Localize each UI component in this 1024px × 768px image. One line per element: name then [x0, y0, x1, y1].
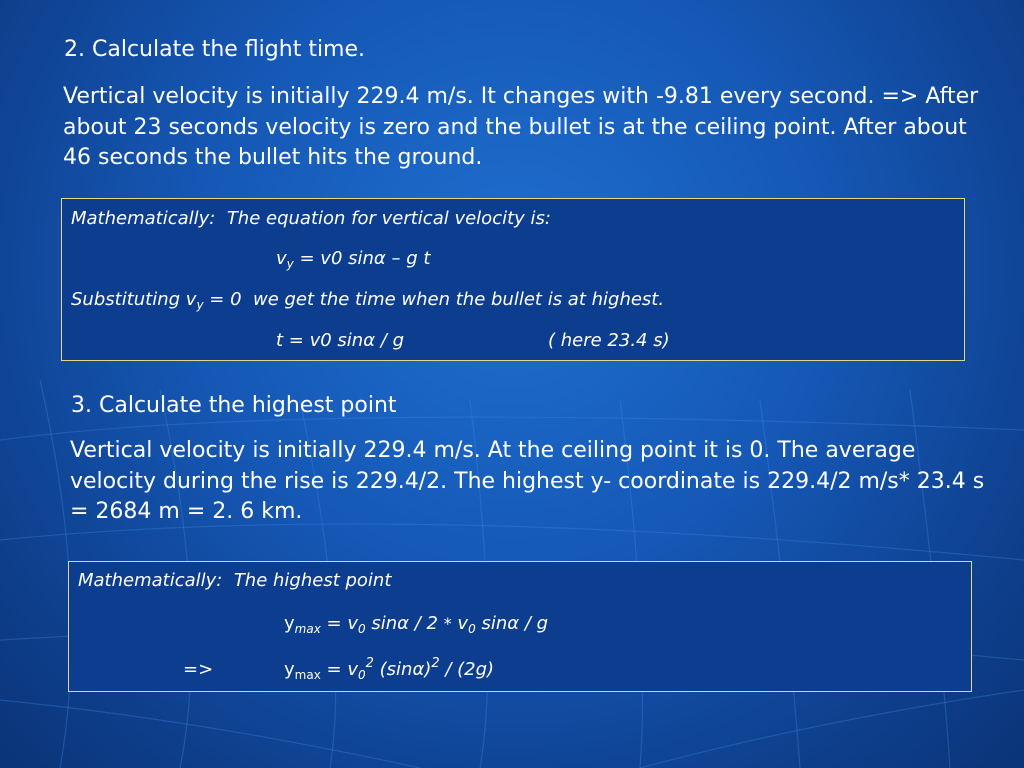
eq2-v-sub: 0 — [358, 668, 366, 682]
box1-line2-rest: = v0 sinα – g t — [293, 248, 431, 269]
eq1-v0a: v — [347, 613, 358, 634]
box1-line1: Mathematically: The equation for vertical velocity is: — [71, 208, 551, 229]
box1-line2 — [276, 248, 430, 269]
eq2-v-sup: 2 — [365, 656, 374, 671]
eq1-y: y — [284, 613, 295, 634]
box1-v: v — [276, 248, 287, 269]
eq1-star: * — [443, 614, 452, 633]
eq2-end: / (2g) — [439, 659, 495, 680]
box2-equation1 — [284, 613, 548, 634]
box1-line3-sub: y — [196, 298, 204, 312]
eq1-equals: = — [320, 613, 348, 634]
section2-body: Vertical velocity is initially 229.4 m/s. It changes with -9.81 every second. => After about 23 seconds velocity is zero and the bullet is at the ceiling point. After about 46 seconds the bullet hits the ground. — [63, 84, 979, 170]
box1-line4-note: ( here 23.4 s) — [548, 330, 670, 351]
eq1-y-sub: max — [294, 622, 321, 636]
eq2-y-sub: max — [294, 668, 321, 682]
equation-box-highest-point — [68, 561, 972, 692]
eq2-paren: (sinα) — [373, 659, 432, 680]
section2-heading: 2. Calculate the flight time. — [64, 37, 366, 62]
eq1-v0b-sub: 0 — [468, 622, 476, 636]
box2-line1: Mathematically: The highest point — [78, 570, 392, 591]
section3-heading: 3. Calculate the highest point — [71, 393, 397, 418]
section3-body: Vertical velocity is initially 229.4 m/s. At the ceiling point it is 0. The average velocity during the rise is 229.4/2. The highest y- coordinate is 229.4/2 m/s* 23.4 s = 2684 m = 2. 6 km. — [70, 438, 985, 524]
box2-equation2-body — [284, 656, 495, 682]
eq1-mid: sinα / 2 — [365, 613, 444, 634]
box1-line3-rest: = 0 we get the time when the bullet is at highest. — [203, 289, 665, 310]
eq2-y: y — [284, 659, 295, 680]
box1-line3 — [71, 289, 664, 310]
equation-box-vertical-velocity — [61, 198, 965, 361]
eq2-equals: = — [320, 659, 348, 680]
eq2-v: v — [347, 659, 358, 680]
box1-line4-equation: t = v0 sinα / g — [276, 330, 404, 351]
eq1-end: sinα / g — [475, 613, 549, 634]
eq2-paren-sup: 2 — [431, 656, 440, 671]
box1-line3-pre: Substituting v — [71, 289, 197, 310]
eq1-v0b: v — [451, 613, 469, 634]
eq1-v0a-sub: 0 — [358, 622, 366, 636]
box2-equation2 — [183, 659, 213, 680]
box1-v-sub: y — [286, 257, 294, 271]
eq2-arrow: => — [183, 659, 214, 680]
